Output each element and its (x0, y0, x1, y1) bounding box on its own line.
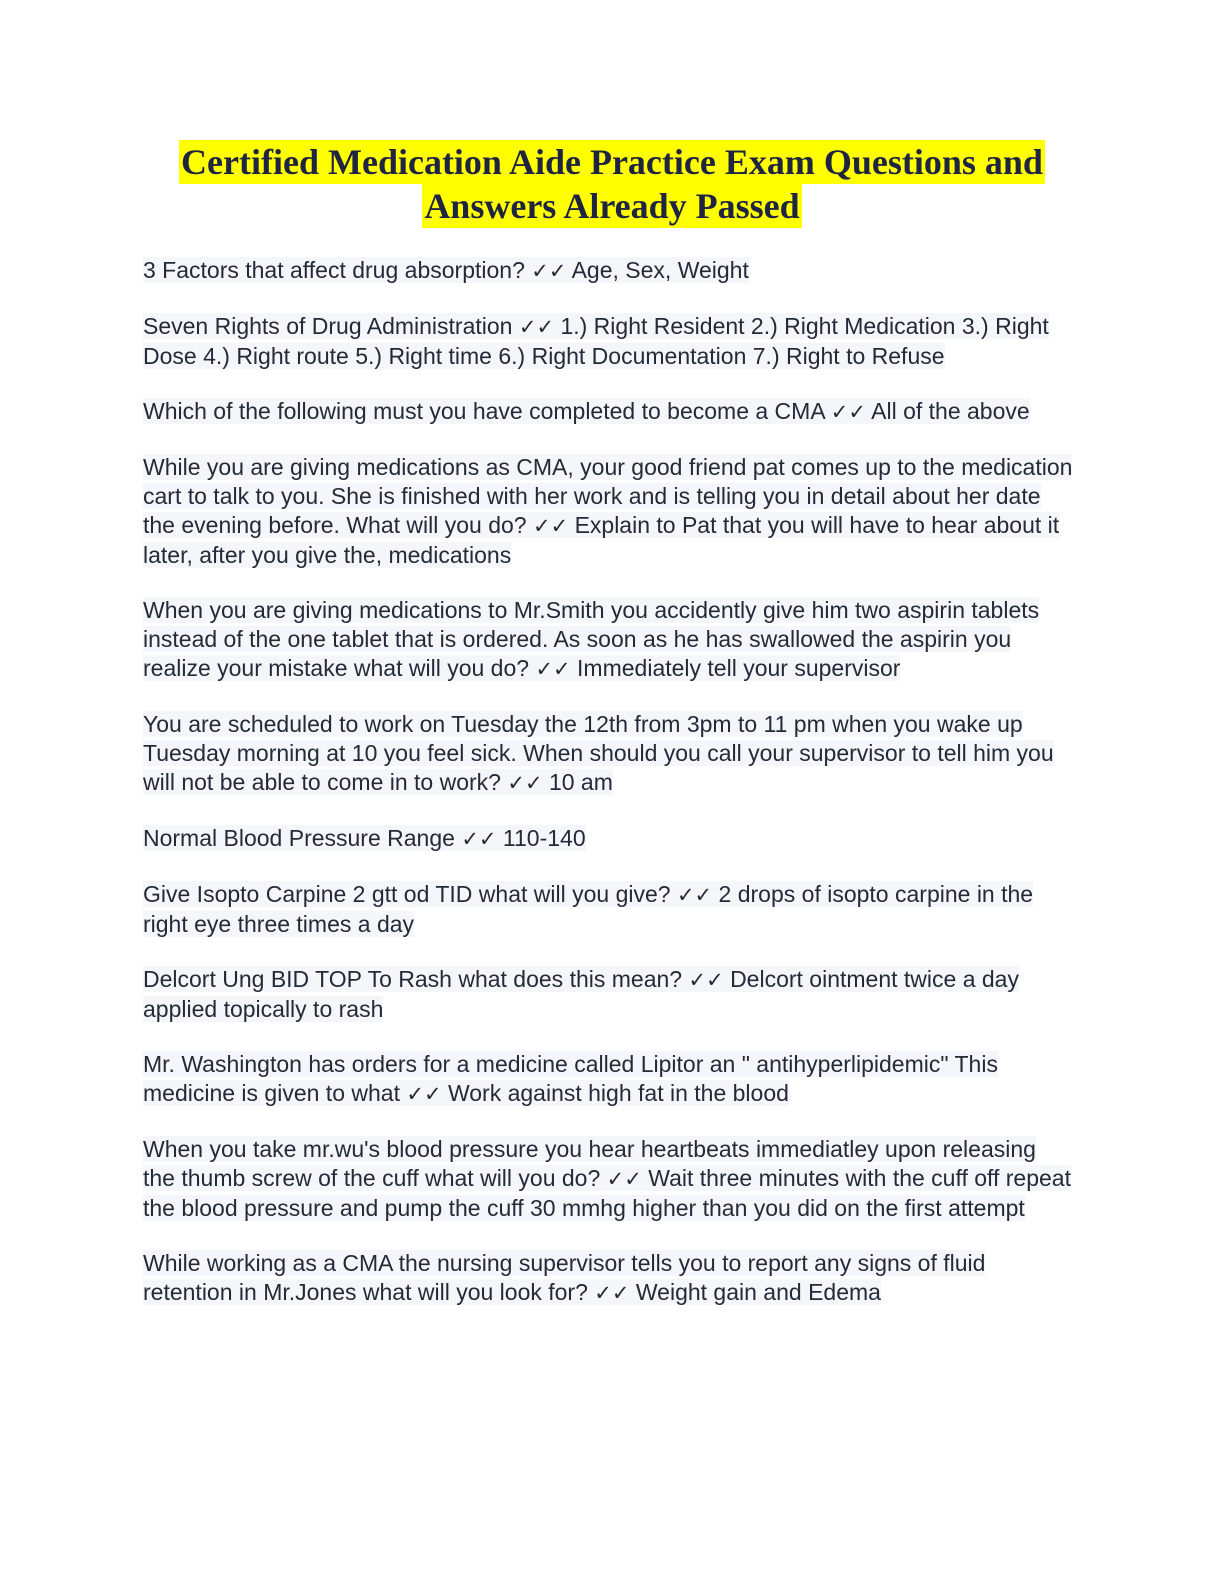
answer-text: Explain to Pat that you will have to hear about it later, after you give the, medications (143, 512, 1060, 568)
qa-item (143, 710, 1073, 798)
qa-item (143, 1135, 1073, 1223)
title-line-1: Certified Medication Aide Practice Exam Questions and (181, 142, 1043, 182)
question-text: While you are giving medications as CMA, your good friend pat comes up to the medication cart to talk to you. She is finished with her work and is telling you in detail about her date the evening before. What will you do? (143, 454, 1073, 538)
answer-text: 2 drops of isopto carpine in the right eye three times a day (143, 881, 1034, 937)
qa-item (143, 312, 1073, 371)
qa-item (143, 453, 1073, 570)
answer-text: Immediately tell your supervisor (577, 655, 901, 681)
answer-text: All of the above (871, 398, 1030, 424)
qa-list (143, 256, 1073, 1334)
qa-item (143, 256, 1073, 286)
qa-item (143, 596, 1073, 684)
answer-text: Age, Sex, Weight (571, 257, 749, 283)
check-mark-icon: ✓✓ (507, 771, 543, 795)
check-mark-icon: ✓✓ (406, 1082, 442, 1106)
question-text: You are scheduled to work on Tuesday the 12th from 3pm to 11 pm when you wake up Tuesday morning at 10 you feel sick. When should you call your supervisor to tell him you will not be able to come in to work? (143, 711, 1054, 795)
answer-text: 10 am (548, 769, 613, 795)
qa-item (143, 1249, 1073, 1308)
title-line-2: Answers Already Passed (424, 186, 800, 226)
qa-item (143, 397, 1073, 427)
question-text: 3 Factors that affect drug absorption? (143, 257, 525, 283)
answer-text: 110-140 (502, 825, 586, 851)
check-mark-icon: ✓✓ (535, 657, 571, 681)
qa-item (143, 824, 1073, 854)
qa-item (143, 965, 1073, 1024)
check-mark-icon: ✓✓ (518, 315, 555, 339)
answer-text: Work against high fat in the blood (447, 1080, 789, 1106)
question-text: Delcort Ung BID TOP To Rash what does this mean? (143, 966, 683, 992)
question-text: Which of the following must you have completed to become a CMA (143, 398, 825, 424)
answer-text: Weight gain and Edema (635, 1279, 881, 1305)
question-text: Mr. Washington has orders for a medicine called Lipitor an " antihyperlipidemic" This medicine is given to what (143, 1051, 998, 1106)
question-text: When you are giving medications to Mr.Smith you accidently give him two aspirin tablets instead of the one tablet that is ordered. As soon as he has swallowed the aspirin you realize your mistake what will you do? (143, 597, 1040, 681)
check-mark-icon: ✓✓ (676, 883, 713, 907)
question-text: Seven Rights of Drug Administration (143, 313, 513, 339)
question-text: Normal Blood Pressure Range (143, 825, 455, 851)
check-mark-icon: ✓✓ (531, 259, 567, 283)
qa-item (143, 1050, 1073, 1109)
answer-text: Delcort ointment twice a day applied topically to rash (143, 966, 1019, 1022)
check-mark-icon: ✓✓ (532, 514, 569, 538)
answer-text: 1.) Right Resident 2.) Right Medication 3.) Right Dose 4.) Right route 5.) Right time 6.) Right Documentation 7.) Right to Refuse (143, 313, 1049, 369)
check-mark-icon: ✓✓ (688, 968, 724, 992)
document-title (120, 140, 1104, 228)
check-mark-icon: ✓✓ (594, 1281, 630, 1305)
question-text: When you take mr.wu's blood pressure you hear heartbeats immediatley upon releasing the thumb screw of the cuff what will you do? (143, 1136, 1036, 1191)
qa-item (143, 880, 1073, 939)
question-text: Give Isopto Carpine 2 gtt od TID what will you give? (143, 881, 671, 907)
check-mark-icon: ✓✓ (606, 1167, 642, 1191)
answer-text: Wait three minutes with the cuff off repeat the blood pressure and pump the cuff 30 mmhg higher than you did on the first attempt (143, 1165, 1071, 1221)
check-mark-icon: ✓✓ (830, 400, 866, 424)
check-mark-icon: ✓✓ (461, 827, 497, 851)
question-text: While working as a CMA the nursing supervisor tells you to report any signs of fluid retention in Mr.Jones what will you look for? (143, 1250, 986, 1305)
